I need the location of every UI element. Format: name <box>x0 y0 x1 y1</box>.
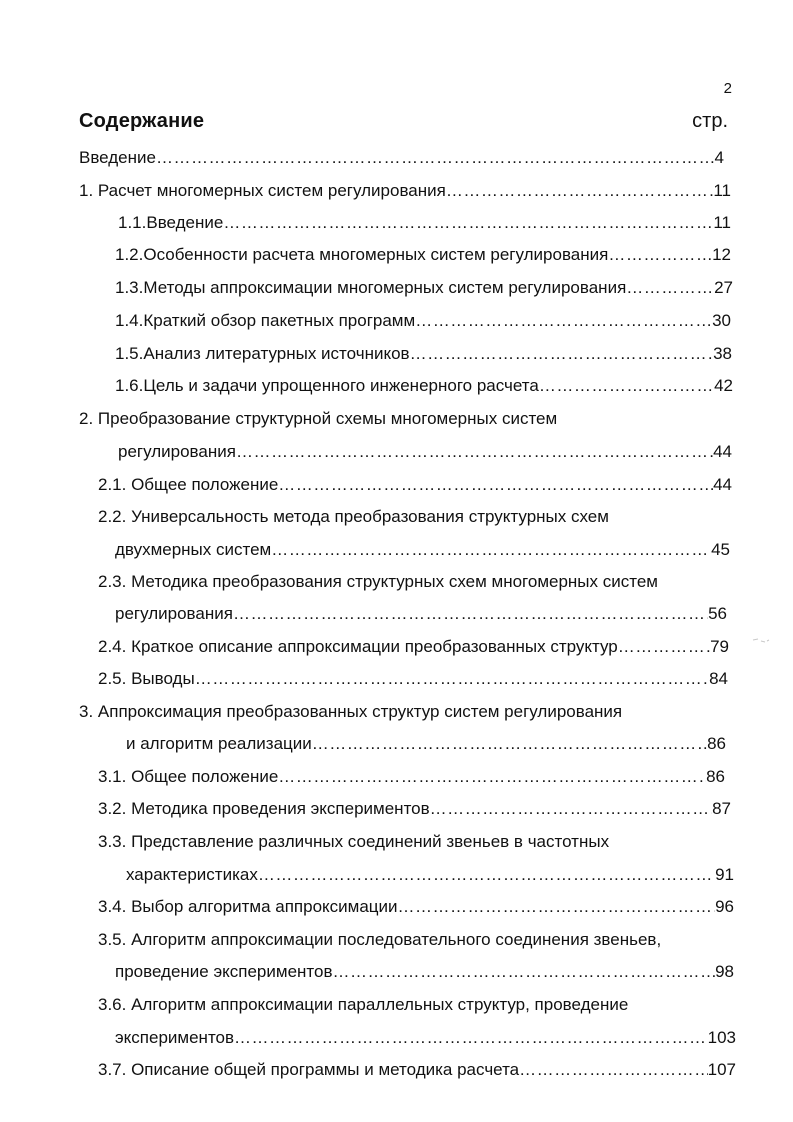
dot-leader <box>415 310 712 332</box>
toc-entry-title: 2.4. Краткое описание аппроксимации преобразованных структур <box>98 637 618 656</box>
toc-entry-title: 3.7. Описание общей программы и методика расчета <box>98 1060 520 1079</box>
toc-entry-title: экспериментов <box>115 1028 235 1047</box>
toc-entry-3-5[interactable] <box>98 929 738 951</box>
dot-leader <box>278 766 706 788</box>
toc-entry-page: 45 <box>711 540 730 559</box>
toc-entry-1-1[interactable] <box>118 212 731 234</box>
toc-entry-title: регулирования <box>115 604 233 623</box>
dot-leader <box>430 798 712 820</box>
toc-entry-title: 1. Расчет многомерных систем регулирования <box>79 181 446 200</box>
toc-entry-title: 2.1. Общее положение <box>98 475 279 494</box>
toc-entry-1-5[interactable] <box>115 343 732 365</box>
dot-leader <box>519 1059 708 1081</box>
toc-entry-title: 3.2. Методика проведения экспериментов <box>98 799 430 818</box>
toc-entry-2-3[interactable] <box>98 571 748 593</box>
toc-entry-2-3-continued[interactable] <box>115 603 727 625</box>
toc-entry-title: проведение экспериментов <box>115 962 333 981</box>
toc-entry-2-2-continued[interactable] <box>115 539 730 561</box>
toc-entry-title: двухмерных систем <box>115 540 272 559</box>
toc-entry-page: 86 <box>707 734 726 753</box>
toc-entry-title: 1.3.Методы аппроксимации многомерных систем регулирования <box>115 278 627 297</box>
dot-leader <box>333 961 716 983</box>
dot-leader <box>258 864 715 886</box>
dot-leader <box>398 896 716 918</box>
toc-entry-introduction[interactable] <box>79 147 724 169</box>
dot-leader <box>618 636 710 658</box>
dot-leader <box>312 733 707 755</box>
toc-entry-page: 38 <box>713 344 732 363</box>
toc-entry-page: 11 <box>713 213 731 232</box>
toc-entry-title: 2.3. Методика преобразования структурных схем многомерных систем <box>98 572 658 591</box>
toc-entry-page: 42 <box>714 376 733 395</box>
toc-heading: Содержание <box>79 110 205 132</box>
toc-entry-2-1[interactable] <box>98 474 732 496</box>
toc-entry-title: 2.5. Выводы <box>98 669 195 688</box>
toc-page-column-label: стр. <box>692 110 728 132</box>
toc-entry-3-6-continued[interactable] <box>115 1027 736 1049</box>
dot-leader <box>233 603 708 625</box>
dot-leader <box>626 277 714 299</box>
dot-leader <box>236 441 713 463</box>
toc-entry-3-4[interactable] <box>98 896 734 918</box>
toc-entry-page: 11 <box>713 181 731 200</box>
dot-leader <box>446 180 714 202</box>
toc-entry-chapter-3-continued[interactable] <box>126 733 726 755</box>
toc-entry-page: 79 <box>710 637 729 656</box>
toc-entry-3-3-continued[interactable] <box>126 864 734 886</box>
page-number: 2 <box>723 80 732 97</box>
toc-entry-title: и алгоритм реализации <box>126 734 312 753</box>
toc-entry-3-2[interactable] <box>98 798 731 820</box>
toc-entry-3-6[interactable] <box>98 994 718 1016</box>
toc-entry-page: 107 <box>707 1060 736 1079</box>
toc-entry-chapter-1[interactable] <box>79 180 731 202</box>
dot-leader <box>271 539 711 561</box>
toc-entry-page: 84 <box>709 669 728 688</box>
toc-entry-title: 2. Преобразование структурной схемы многомерных систем <box>79 409 558 428</box>
toc-entry-3-7[interactable] <box>98 1059 736 1081</box>
toc-entry-page: 56 <box>708 604 727 623</box>
toc-entry-title: регулирования <box>118 442 236 461</box>
dot-leader <box>539 375 714 397</box>
toc-entry-2-2[interactable] <box>98 506 738 528</box>
toc-entry-page: 30 <box>712 311 731 330</box>
toc-entry-title: 1.4.Краткий обзор пакетных программ <box>115 311 416 330</box>
dot-leader <box>223 212 713 234</box>
toc-entry-page: 96 <box>715 897 734 916</box>
toc-entry-page: 91 <box>715 865 734 884</box>
toc-entry-1-6[interactable] <box>115 375 733 397</box>
dot-leader <box>278 474 713 496</box>
dot-leader <box>410 343 714 365</box>
toc-entry-3-5-continued[interactable] <box>115 961 734 983</box>
toc-entry-1-4[interactable] <box>115 310 731 332</box>
toc-entry-1-3[interactable] <box>115 277 733 299</box>
toc-entry-3-3[interactable] <box>98 831 698 853</box>
toc-entry-chapter-2[interactable] <box>79 408 739 430</box>
toc-entry-page: 44 <box>713 475 732 494</box>
toc-entry-2-5[interactable] <box>98 668 728 690</box>
toc-entry-title: 3. Аппроксимация преобразованных структур систем регулирования <box>79 702 623 721</box>
toc-entry-title: 1.1.Введение <box>118 213 224 232</box>
dot-leader <box>608 244 712 266</box>
toc-entry-page: 87 <box>712 799 731 818</box>
toc-entry-title: характеристиках <box>126 865 258 884</box>
toc-entry-page: 86 <box>706 767 725 786</box>
toc-entry-title: 3.1. Общее положение <box>98 767 279 786</box>
toc-entry-title: 3.5. Алгоритм аппроксимации последовательного соединения звеньев, <box>98 930 662 949</box>
toc-entry-title: 3.4. Выбор алгоритма аппроксимации <box>98 897 398 916</box>
scan-artifact-mark <box>752 636 770 644</box>
toc-entry-title: 1.6.Цель и задачи упрощенного инженерного расчета <box>115 376 539 395</box>
dot-leader <box>234 1027 708 1049</box>
toc-entry-page: 44 <box>713 442 732 461</box>
toc-entry-page: 12 <box>712 245 731 264</box>
toc-entry-page: 103 <box>707 1028 736 1047</box>
toc-entry-page: 98 <box>715 962 734 981</box>
toc-entry-2-4[interactable] <box>98 636 729 658</box>
toc-entry-title: 1.2.Особенности расчета многомерных систем регулирования <box>115 245 609 264</box>
toc-entry-title: 3.3. Представление различных соединений звеньев в частотных <box>98 832 610 851</box>
dot-leader <box>156 147 715 169</box>
toc-entry-title: 1.5.Анализ литературных источников <box>115 344 410 363</box>
toc-entry-1-2[interactable] <box>115 244 731 266</box>
toc-entry-title: Введение <box>79 148 156 167</box>
toc-entry-3-1[interactable] <box>98 766 725 788</box>
toc-entry-title: 3.6. Алгоритм аппроксимации параллельных структур, проведение <box>98 995 629 1014</box>
toc-entry-chapter-2-continued[interactable] <box>118 441 732 463</box>
dot-leader <box>195 668 709 690</box>
toc-entry-title: 2.2. Универсальность метода преобразования структурных схем <box>98 507 609 526</box>
toc-entry-page: 4 <box>714 148 724 167</box>
toc-entry-chapter-3[interactable] <box>79 701 689 723</box>
toc-entry-page: 27 <box>714 278 733 297</box>
